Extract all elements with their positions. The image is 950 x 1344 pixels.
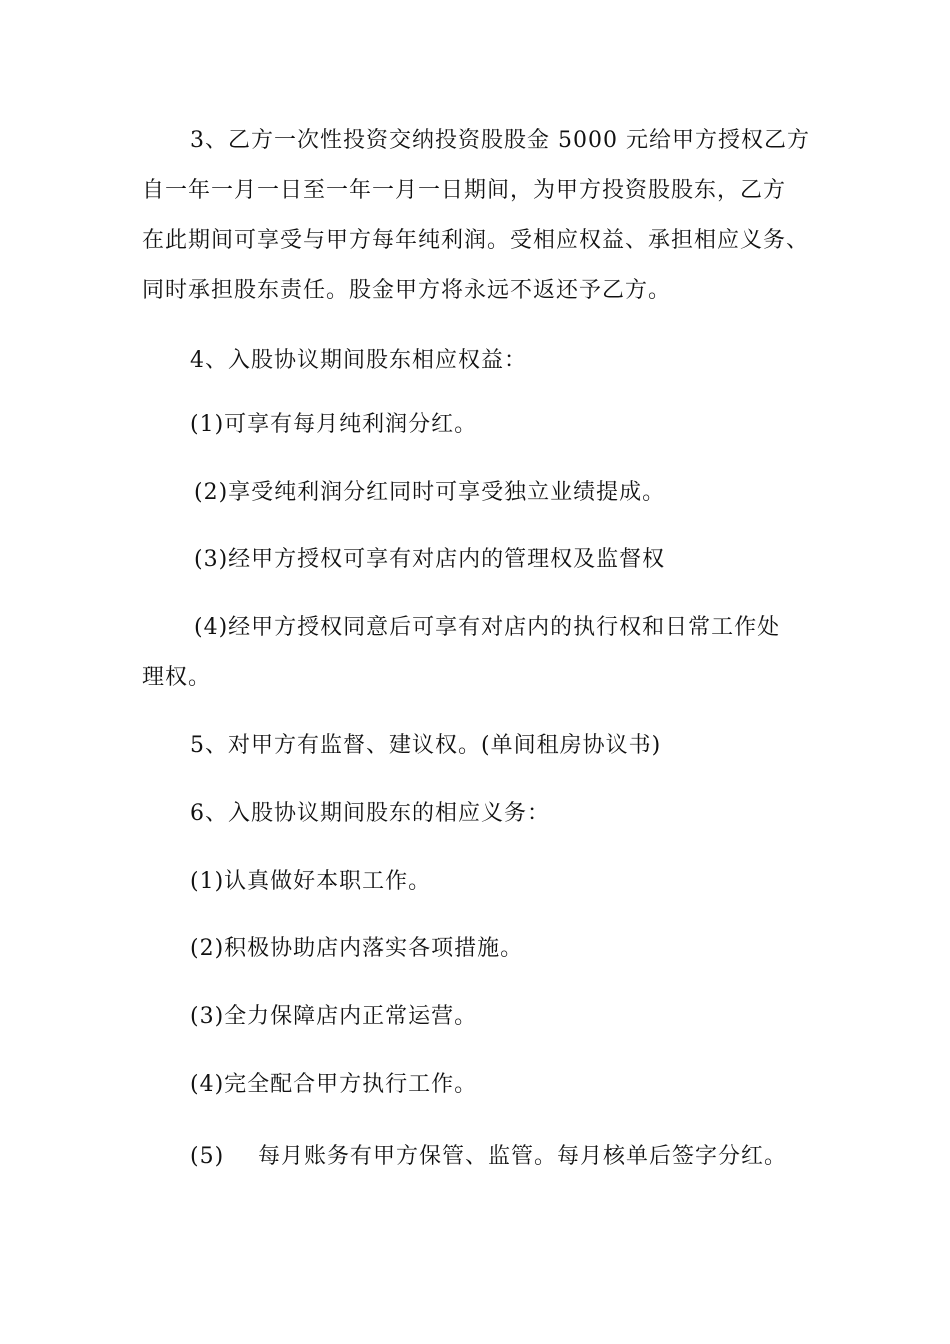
clause-4-item-3: (3)经甲方授权可享有对店内的管理权及监督权 (194, 547, 666, 572)
clause-3-line-2: 自一年一月一日至一年一月一日期间，为甲方投资股股东，乙方 (142, 178, 787, 203)
clause-6-heading: 6、入股协议期间股东的相应义务： (190, 801, 550, 826)
clause-6-item-4: (4)完全配合甲方执行工作。 (190, 1072, 478, 1097)
clause-4-heading: 4、入股协议期间股东相应权益： (190, 348, 527, 373)
clause-4-item-1: (1)可享有每月纯利润分红。 (190, 412, 478, 437)
clause-3-line-3: 在此期间可享受与甲方每年纯利润。受相应权益、承担相应义务、 (142, 228, 810, 253)
clause-3-line-1: 3、乙方一次性投资交纳投资股股金 5000 元给甲方授权乙方 (190, 128, 810, 153)
clause-6-item-5-marker: (5) (190, 1144, 225, 1169)
clause-3-line-4: 同时承担股东责任。股金甲方将永远不返还予乙方。 (142, 278, 672, 303)
clause-4-item-4-line-2: 理权。 (142, 665, 212, 690)
clause-6-item-3: (3)全力保障店内正常运营。 (190, 1004, 478, 1029)
clause-6-item-1: (1)认真做好本职工作。 (190, 869, 432, 894)
clause-4-item-2: (2)享受纯利润分红同时可享受独立业绩提成。 (194, 480, 666, 505)
clause-4-item-4-line-1: (4)经甲方授权同意后可享有对店内的执行权和日常工作处 (194, 615, 781, 640)
clause-6-item-5-text: 每月账务有甲方保管、监管。每月核单后签字分红。 (258, 1144, 788, 1169)
clause-6-item-2: (2)积极协助店内落实各项措施。 (190, 936, 524, 961)
clause-5: 5、对甲方有监督、建议权。(单间租房协议书) (190, 733, 662, 758)
